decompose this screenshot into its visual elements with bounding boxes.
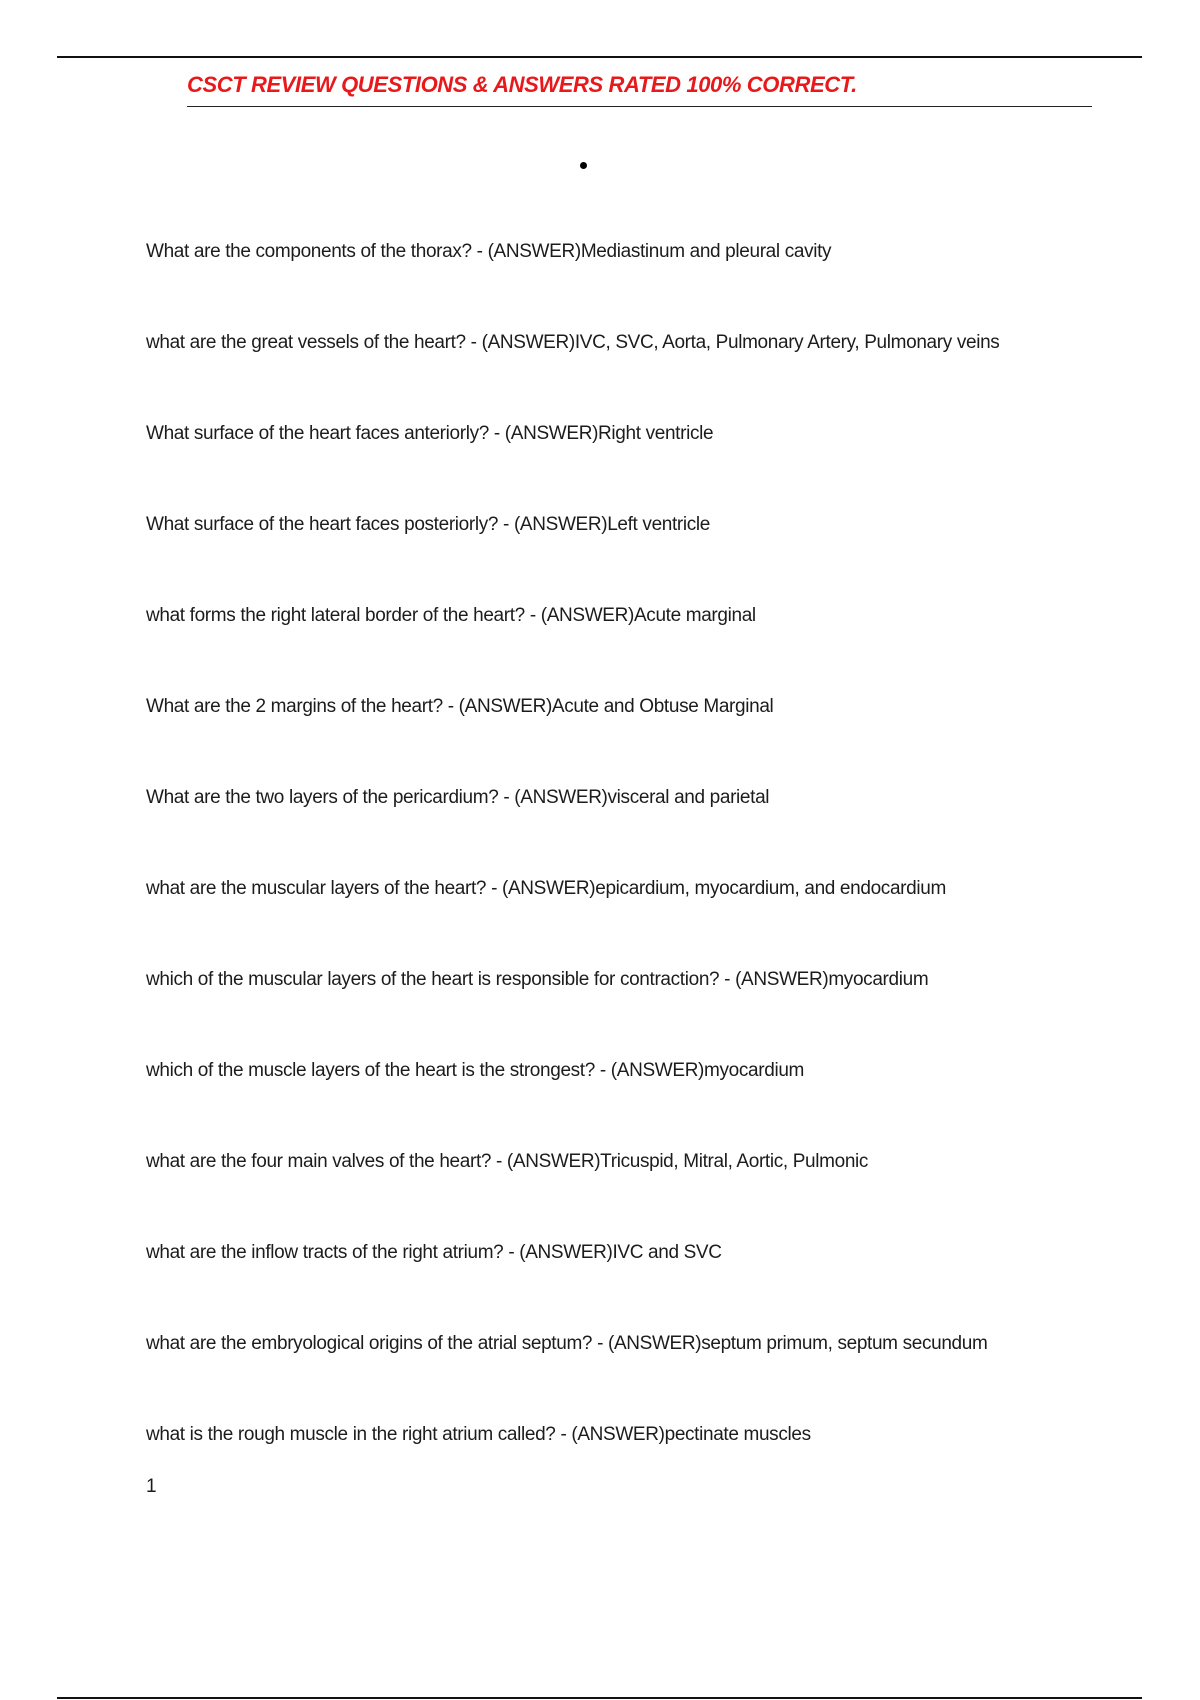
qa-item: what are the embryological origins of the atrial septum? - (ANSWER)septum primum, septum secundum — [146, 1333, 988, 1354]
qa-item: What are the components of the thorax? - (ANSWER)Mediastinum and pleural cavity — [146, 241, 832, 262]
title-underline — [187, 106, 1092, 107]
top-divider — [57, 56, 1142, 58]
bullet-point — [580, 162, 587, 169]
qa-item: what are the muscular layers of the heart? - (ANSWER)epicardium, myocardium, and endocardium — [146, 878, 946, 899]
qa-item: What are the two layers of the pericardium? - (ANSWER)visceral and parietal — [146, 787, 770, 808]
qa-item: what forms the right lateral border of the heart? - (ANSWER)Acute marginal — [146, 605, 756, 626]
qa-item: which of the muscular layers of the heart is responsible for contraction? - (ANSWER)myocardium — [146, 969, 929, 990]
qa-list — [146, 238, 1146, 1512]
qa-item: what are the four main valves of the heart? - (ANSWER)Tricuspid, Mitral, Aortic, Pulmonic — [146, 1151, 869, 1172]
qa-item: what is the rough muscle in the right atrium called? - (ANSWER)pectinate muscles — [146, 1424, 811, 1445]
qa-item: what are the inflow tracts of the right atrium? - (ANSWER)IVC and SVC — [146, 1242, 722, 1263]
qa-item: what are the great vessels of the heart? - (ANSWER)IVC, SVC, Aorta, Pulmonary Artery, Pulmonary veins — [146, 332, 1000, 353]
qa-item: which of the muscle layers of the heart is the strongest? - (ANSWER)myocardium — [146, 1060, 805, 1081]
page-number: 1 — [146, 1476, 157, 1497]
qa-item: What surface of the heart faces anteriorly? - (ANSWER)Right ventricle — [146, 423, 714, 444]
bottom-divider — [57, 1697, 1142, 1699]
qa-item: What are the 2 margins of the heart? - (ANSWER)Acute and Obtuse Marginal — [146, 696, 774, 717]
document-title: CSCT REVIEW QUESTIONS & ANSWERS RATED 100% CORRECT. — [187, 72, 857, 97]
qa-item: What surface of the heart faces posteriorly? - (ANSWER)Left ventricle — [146, 514, 711, 535]
